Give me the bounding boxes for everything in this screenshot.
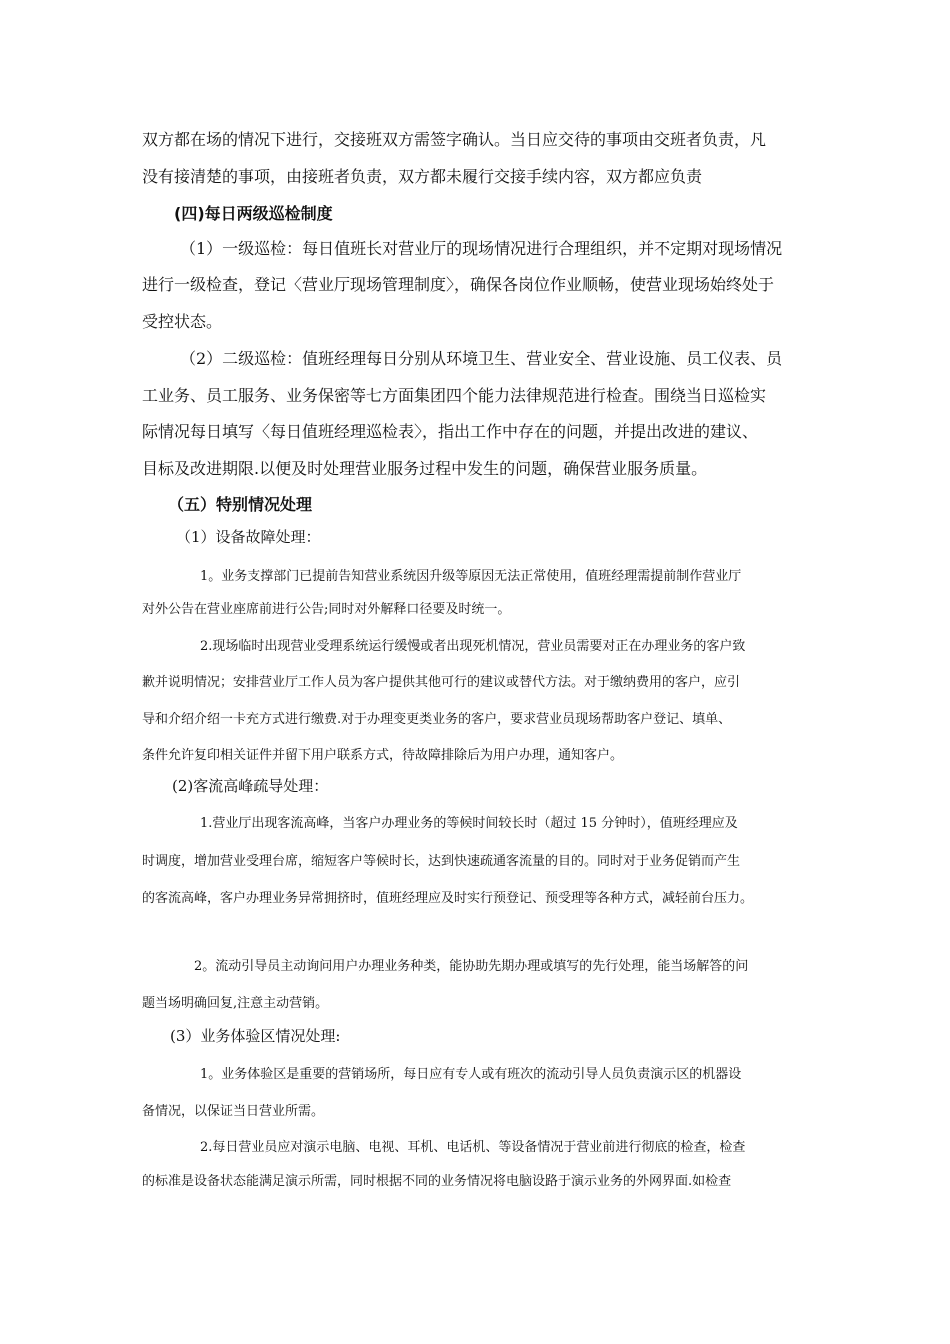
section-heading: （五）特别情况处理 (168, 495, 313, 514)
body-text-line: 条件允许复印相关证件并留下用户联系方式，待故障排除后为用户办理，通知客户。 (142, 748, 624, 763)
subsection-heading: (3）业务体验区情况处理: (170, 1027, 341, 1045)
body-text-line: 没有接清楚的事项，由接班者负责，双方都未履行交接手续内容，双方都应负责 (142, 167, 703, 186)
body-text-line: （1）一级巡检：每日值班长对营业厅的现场情况进行合理组织，并不定期对现场情况 (180, 239, 783, 258)
body-text-line: 工业务、员工服务、业务保密等七方面集团四个能力法律规范进行检查。围绕当日巡检实 (142, 386, 767, 405)
body-text-line: 1。业务支撑部门已提前告知营业系统因升级等原因无法正常使用，值班经理需提前制作营业厅 (200, 569, 742, 584)
body-text-line: 2.每日营业员应对演示电脑、电视、耳机、电话机、等设备情况于营业前进行彻底的检查，检查 (200, 1140, 746, 1155)
body-text-line: 备情况，以保证当日营业所需。 (142, 1104, 325, 1119)
subsection-heading: （1）设备故障处理： (176, 528, 321, 546)
body-text-line: 的客流高峰，客户办理业务异常拥挤时，值班经理应及时实行预登记、预受理等各种方式，减轻前台压力。 (142, 891, 754, 906)
body-text-line: 1.营业厅出现客流高峰，当客户办理业务的等候时间较长时（超过 15 分钟时），值班经理应及 (200, 816, 738, 831)
body-text-line: 进行一级检查，登记〈营业厅现场管理制度〉，确保各岗位作业顺畅，使营业现场始终处于 (142, 275, 775, 294)
subsection-heading: (2)客流高峰疏导处理： (172, 777, 329, 795)
body-text-line: 的标准是设备状态能满足演示所需，同时根据不同的业务情况将电脑设路于演示业务的外网界面.如检查 (142, 1174, 732, 1189)
body-text-line: 目标及改进期限.以便及时处理营业服务过程中发生的问题，确保营业服务质量。 (142, 459, 708, 478)
body-text-line: 导和介绍介绍一卡充方式进行缴费.对于办理变更类业务的客户，要求营业员现场帮助客户登记、填单、 (142, 712, 732, 727)
body-text-line: 时调度，增加营业受理台席，缩短客户等候时长，达到快速疏通客流量的目的。同时对于业务促销而产生 (142, 854, 741, 869)
body-text-line: 1。业务体验区是重要的营销场所，每日应有专人或有班次的流动引导人员负责演示区的机器设 (200, 1067, 742, 1082)
body-text-line: （2）二级巡检：值班经理每日分别从环境卫生、营业安全、营业设施、员工仪表、员 (180, 349, 783, 368)
body-text-line: 2.现场临时出现营业受理系统运行缓慢或者出现死机情况，营业员需要对正在办理业务的客户致 (200, 639, 746, 654)
body-text-line: 2。流动引导员主动询问用户办理业务种类，能协助先期办理或填写的先行处理，能当场解答的问 (194, 959, 749, 974)
body-text-line: 歉并说明情况；安排营业厅工作人员为客户提供其他可行的建议或替代方法。对于缴纳费用的客户，应引 (142, 675, 741, 690)
body-text-line: 双方都在场的情况下进行，交接班双方需签字确认。当日应交待的事项由交班者负责，凡 (142, 130, 767, 149)
section-heading: (四)每日两级巡检制度 (174, 204, 333, 223)
body-text-line: 受控状态。 (142, 312, 223, 331)
body-text-line: 题当场明确回复,注意主动营销。 (142, 996, 329, 1011)
body-text-line: 际情况每日填写〈每日值班经理巡检表〉，指出工作中存在的问题，并提出改进的建议、 (142, 422, 759, 441)
body-text-line: 对外公告在营业座席前进行公告;同时对外解释口径要及时统一。 (142, 602, 511, 617)
